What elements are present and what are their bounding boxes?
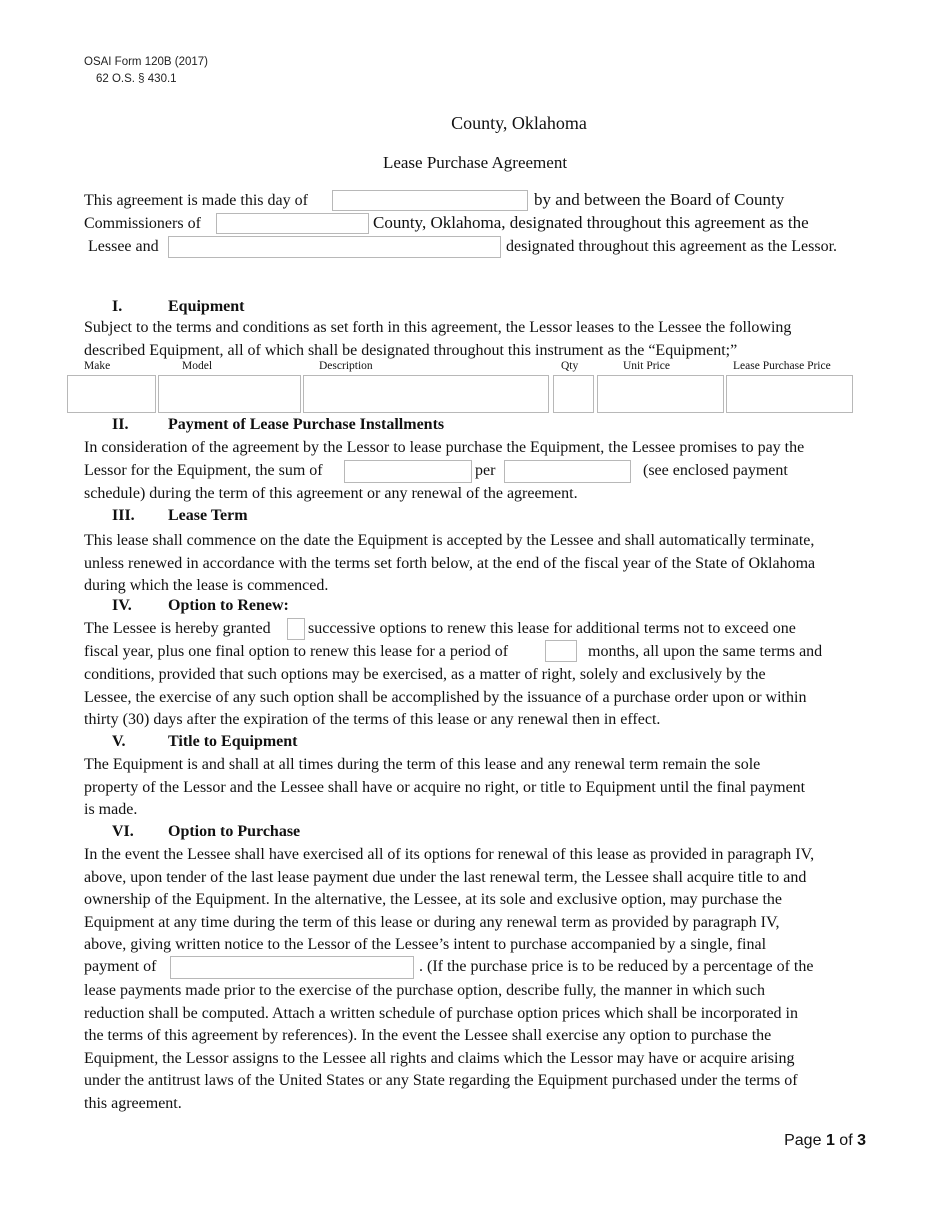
section-3-line: during which the lease is commenced.: [84, 577, 329, 595]
section-2-line: schedule) during the term of this agreement or any renewal of the agreement.: [84, 485, 578, 502]
section-6-text-after: [84, 980, 874, 1116]
section-5-title: Title to Equipment: [168, 733, 298, 750]
section-2-title: Payment of Lease Purchase Installments: [168, 416, 445, 433]
section-6-line: above, giving written notice to the Lessor of the Lessee’s intent to purchase accompanied by a single, final: [84, 936, 767, 954]
section-3-line: unless renewed in accordance with the terms set forth below, at the end of the fiscal year of the State of Oklahoma: [84, 554, 816, 572]
current-page: 1: [825, 1132, 835, 1149]
section-4-text: [84, 664, 874, 732]
column-header-description: Description: [319, 360, 373, 372]
section-4-title: Option to Renew:: [168, 597, 289, 614]
section-2-sum-label: Lessor for the Equipment, the sum of: [84, 462, 323, 479]
intro-line1-b: by and between the Board of County: [534, 190, 785, 209]
section-6-payment-text: . (If the purchase price is to be reduced by a percentage of the: [419, 958, 814, 975]
section-5-line: is made.: [84, 801, 138, 819]
section-5-line: The Equipment is and shall at all times during the term of this lease and any renewal term remain the sole: [84, 756, 761, 773]
page-of: of: [839, 1132, 853, 1149]
payment-period-field[interactable]: [504, 460, 631, 483]
unit-price-field[interactable]: [597, 375, 724, 413]
form-id: OSAI Form 120B (2017): [84, 56, 208, 68]
column-header-model: Model: [182, 360, 213, 372]
county-name-field[interactable]: [216, 213, 369, 234]
column-header-qty: Qty: [561, 360, 579, 372]
column-header-make: Make: [84, 360, 111, 372]
description-field[interactable]: [303, 375, 549, 413]
section-5-line: property of the Lessor and the Lessee shall have or acquire no right, or title to Equipment until the final payment: [84, 778, 806, 796]
section-4-line1-b: successive options to renew this lease for additional terms not to exceed one: [308, 620, 796, 637]
column-header-unit-price: Unit Price: [623, 360, 670, 372]
payment-sum-field[interactable]: [344, 460, 472, 483]
section-5-number: V.: [112, 733, 126, 750]
column-header-lease-purchase-price: Lease Purchase Price: [733, 360, 831, 372]
lessor-name-field[interactable]: [168, 236, 501, 258]
section-4-line: thirty (30) days after the expiration of the terms of this lease or any renewal then in effect.: [84, 711, 661, 729]
total-pages: 3: [857, 1132, 866, 1149]
section-6-line: In the event the Lessee shall have exercised all of its options for renewal of this lease as provided in paragraph IV,: [84, 846, 815, 863]
section-6-number: VI.: [112, 823, 134, 840]
section-3-title: Lease Term: [168, 507, 248, 524]
final-payment-field[interactable]: [170, 956, 414, 979]
intro-line3-b: designated throughout this agreement as the Lessor.: [506, 238, 838, 255]
section-4-line2-a: fiscal year, plus one final option to renew this lease for a period of: [84, 643, 509, 660]
renewal-options-count-field[interactable]: [287, 618, 305, 640]
model-field[interactable]: [158, 375, 301, 413]
section-4-line: Lessee, the exercise of any such option shall be accomplished by the issuance of a purchase order upon or within: [84, 688, 807, 706]
section-2-line: In consideration of the agreement by the Lessor to lease purchase the Equipment, the Lessee promises to pay the: [84, 439, 805, 456]
section-2-schedule-note: (see enclosed payment: [643, 462, 788, 479]
section-4-number: IV.: [112, 597, 132, 614]
section-1-text: [84, 317, 874, 362]
section-6-line: above, upon tender of the last lease payment due under the last renewal term, the Lessee shall acquire title to and: [84, 868, 807, 886]
intro-line1-a: This agreement is made this day of: [84, 192, 308, 209]
intro-line3-a: Lessee and: [88, 238, 159, 255]
section-2-per-label: per: [475, 462, 496, 479]
section-3-number: III.: [112, 507, 135, 524]
section-6-title: Option to Purchase: [168, 823, 301, 840]
county-heading: County, Oklahoma: [451, 113, 587, 133]
renewal-months-field[interactable]: [545, 640, 577, 662]
lease-purchase-price-field[interactable]: [726, 375, 853, 413]
section-1-line: described Equipment, all of which shall be designated throughout this instrument as the “Equipment;”: [84, 341, 738, 359]
intro-line2-a: Commissioners of: [84, 215, 201, 232]
section-6-line: Equipment at any time during the term of this lease or during any renewal term as provided by paragraph IV,: [84, 913, 780, 931]
section-6-line: Equipment, the Lessor assigns to the Lessee all rights and claims which the Lessor may have or acquire arising: [84, 1049, 795, 1067]
section-1-line: Subject to the terms and conditions as set forth in this agreement, the Lessor leases to the Lessee the following: [84, 319, 792, 336]
page-prefix: Page: [784, 1132, 822, 1149]
page-number: [784, 1132, 866, 1150]
section-1-title: Equipment: [168, 298, 245, 315]
statute-reference: 62 O.S. § 430.1: [96, 73, 177, 85]
section-6-payment-label: payment of: [84, 958, 157, 975]
page-title: Lease Purchase Agreement: [382, 153, 568, 172]
section-6-line: the terms of this agreement by references). In the event the Lessee shall exercise any option to purchase the: [84, 1027, 772, 1045]
section-2-number: II.: [112, 416, 129, 433]
intro-line2-b: County, Oklahoma, designated throughout this agreement as the: [373, 213, 809, 232]
section-6-line: this agreement.: [84, 1094, 182, 1112]
section-4-line: conditions, provided that such options may be exercised, as a matter of right, solely and exclusively by the: [84, 666, 766, 683]
make-field[interactable]: [67, 375, 156, 413]
section-3-line: This lease shall commence on the date the Equipment is accepted by the Lessee and shall automatically terminate,: [84, 532, 815, 549]
agreement-date-field[interactable]: [332, 190, 528, 211]
section-6-text-before: [84, 844, 874, 957]
section-5-text: [84, 754, 874, 822]
qty-field[interactable]: [553, 375, 594, 413]
section-6-line: ownership of the Equipment. In the alternative, the Lessee, at its sole and exclusive option, may purchase the: [84, 891, 783, 909]
section-4-line1-a: The Lessee is hereby granted: [84, 620, 271, 637]
section-4-line2-b: months, all upon the same terms and: [588, 643, 823, 660]
section-1-number: I.: [112, 298, 123, 315]
section-6-line: reduction shall be computed. Attach a written schedule of purchase option prices which shall be incorporated in: [84, 1004, 798, 1022]
section-3-text: [84, 530, 874, 598]
section-6-line: under the antitrust laws of the United States or any State regarding the Equipment purchased under the terms of: [84, 1072, 798, 1090]
section-6-line: lease payments made prior to the exercise of the purchase option, describe fully, the manner in which such: [84, 982, 765, 999]
